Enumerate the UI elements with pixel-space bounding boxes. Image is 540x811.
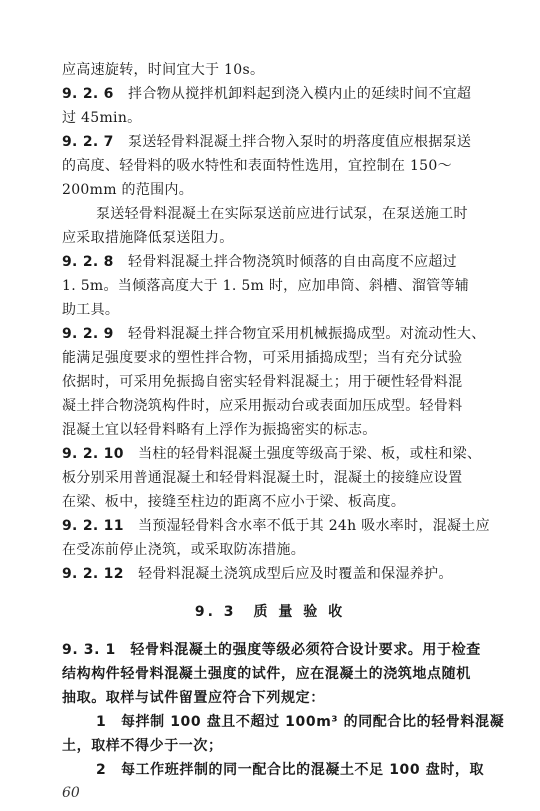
text-line: 应采取措施降低泵送阻力。 <box>62 230 234 246</box>
text-line: 助工具。 <box>62 302 120 318</box>
clause-number: 9. 2. 9 <box>62 326 114 342</box>
list-item-1: 1 每拌制 100 盘且不超过 100m³ 的同配合比的轻骨料混凝 <box>96 714 505 730</box>
text-line: 能满足强度要求的塑性拌合物，可采用插捣成型；当有充分试验 <box>62 350 463 366</box>
text-line: 混凝土宜以轻骨料略有上浮作为振捣密实的标志。 <box>62 422 377 438</box>
text-line: 过 45min。 <box>62 110 142 126</box>
text-line: 板分别采用普通混凝土和轻骨料混凝土时，混凝土的接缝应设置 <box>62 470 463 486</box>
text-line: 在梁、板中，接缝至柱边的距离不应小于梁、板高度。 <box>62 494 406 510</box>
clause-9-2-11: 9. 2. 11 当预湿轻骨料含水率不低于其 24h 吸水率时，混凝土应 <box>62 518 490 534</box>
clause-9-2-12: 9. 2. 12 轻骨料混凝土浇筑成型后应及时覆盖和保湿养护。 <box>62 566 453 582</box>
text-line: 应高速旋转，时间宜大于 10s。 <box>62 62 265 78</box>
clause-9-2-6: 9. 2. 6 拌合物从搅拌机卸料起到浇入模内止的延续时间不宜超 <box>62 86 472 102</box>
text-line: 凝土拌合物浇筑构件时，应采用振动台或表面加压成型。轻骨料 <box>62 398 463 414</box>
bold-text-line: 结构构件轻骨料混凝土强度的试件，应在混凝土的浇筑地点随机 <box>62 666 471 682</box>
clause-number: 9. 2. 11 <box>62 518 124 534</box>
clause-9-2-8: 9. 2. 8 轻骨料混凝土拌合物浇筑时倾落的自由高度不应超过 <box>62 254 457 270</box>
section-heading: 9. 3 质 量 验 收 <box>194 604 346 620</box>
clause-number: 9. 2. 12 <box>62 566 124 582</box>
clause-9-2-7: 9. 2. 7 泵送轻骨料混凝土拌合物入泵时的坍落度值应根据泵送 <box>62 134 472 150</box>
text-line: 泵送轻骨料混凝土在实际泵送前应进行试泵，在泵送施工时 <box>96 206 468 222</box>
text-line: 在受冻前停止浇筑，或采取防冻措施。 <box>62 542 306 558</box>
text-line: 1. 5m。当倾落高度大于 1. 5m 时，应加串筒、斜槽、溜管等辅 <box>62 278 470 294</box>
bold-text-line: 抽取。取样与试件留置应符合下列规定： <box>62 690 325 706</box>
clause-number: 9. 2. 8 <box>62 254 114 270</box>
clause-9-2-10: 9. 2. 10 当柱的轻骨料混凝土强度等级高于梁、板，或柱和梁、 <box>62 446 482 462</box>
text-line: 依据时，可采用免振捣自密实轻骨料混凝土；用于硬性轻骨料混 <box>62 374 463 390</box>
text-line: 的高度、轻骨料的吸水特性和表面特性选用，宜控制在 150～ <box>62 158 452 174</box>
clause-9-3-1: 9. 3. 1 轻骨料混凝土的强度等级必须符合设计要求。用于检查 <box>62 642 481 658</box>
page-number: 60 <box>62 785 80 801</box>
clause-number: 9. 2. 7 <box>62 134 114 150</box>
bold-text-line: 土，取样不得少于一次； <box>62 738 223 754</box>
clause-number: 9. 2. 6 <box>62 86 114 102</box>
clause-9-2-9: 9. 2. 9 轻骨料混凝土拌合物宜采用机械振捣成型。对流动性大、 <box>62 326 486 342</box>
clause-number: 9. 2. 10 <box>62 446 124 462</box>
list-item-2: 2 每工作班拌制的同一配合比的混凝土不足 100 盘时，取 <box>96 762 485 778</box>
text-line: 200mm 的范围内。 <box>62 182 194 198</box>
